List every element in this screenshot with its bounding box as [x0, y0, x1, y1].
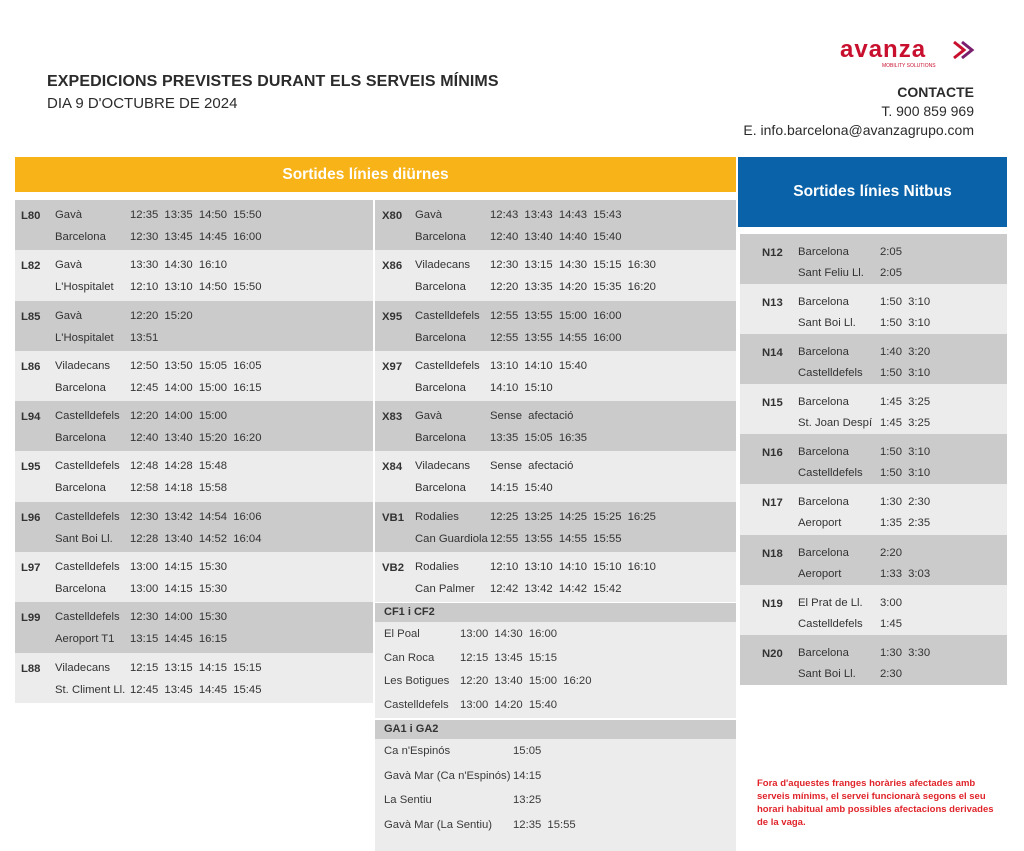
logo-chevrons-icon: [952, 40, 976, 60]
contact-phone: T. 900 859 969: [881, 103, 974, 119]
departure-times: 2:05: [880, 246, 902, 258]
line-block: [740, 234, 1007, 284]
stop-name: Barcelona: [55, 482, 106, 495]
departure-times: 12:25 13:25 14:25 15:25 16:25: [490, 510, 656, 523]
ga-section: [375, 720, 736, 851]
line-code: L99: [21, 612, 41, 625]
departure-times: 12:42 13:42 14:42 15:42: [490, 583, 622, 596]
stop-name: Castelldefels: [415, 309, 480, 322]
cf-section: [375, 603, 736, 718]
departure-times: 1:33 3:03: [880, 567, 931, 580]
stop-name: Castelldefels: [798, 467, 863, 480]
stop-name: Viladecans: [55, 359, 111, 372]
stop-name: Barcelona: [798, 246, 849, 258]
line-block: [15, 250, 373, 300]
stop-name: Castelldefels: [55, 460, 120, 473]
line-code: N12: [762, 247, 783, 259]
line-block: [375, 401, 736, 451]
departure-times: Sense afectació: [490, 460, 574, 473]
departure-times: 12:40 13:40 15:20 16:20: [130, 432, 262, 445]
departure-times: 12:20 13:40 15:00 16:20: [460, 675, 592, 687]
stop-name: Barcelona: [798, 296, 849, 309]
stop-name: L'Hospitalet: [55, 281, 114, 294]
line-block: [740, 484, 1007, 534]
departure-times: 1:45: [880, 617, 902, 630]
stop-name: Barcelona: [55, 381, 106, 394]
line-block: [740, 585, 1007, 635]
night-lines-header-label: Sortides línies Nitbus: [793, 183, 952, 200]
stop-name: Barcelona: [415, 482, 466, 495]
departure-times: 12:35 15:55: [513, 818, 576, 831]
line-code: N20: [762, 647, 783, 660]
line-code: X80: [382, 210, 403, 222]
stop-name: Castelldefels: [55, 611, 120, 624]
departure-times: 1:30 3:30: [880, 646, 931, 659]
stop-name: Gavà: [55, 309, 83, 322]
line-block: [375, 301, 736, 351]
line-block: [15, 451, 373, 501]
line-code: VB1: [382, 511, 404, 524]
day-lines-header: [15, 157, 736, 192]
departure-times: 12:20 14:00 15:00: [130, 410, 228, 423]
departure-times: 12:10 13:10 14:10 15:10 16:10: [490, 561, 656, 574]
departure-times: 12:30 14:00 15:30: [130, 611, 228, 624]
stop-name: Barcelona: [798, 396, 849, 409]
departure-times: 15:05: [513, 745, 542, 757]
stop-row: [375, 739, 736, 764]
stop-name: Barcelona: [415, 331, 466, 344]
line-block: [375, 451, 736, 501]
line-block: [740, 384, 1007, 434]
departure-times: 13:00 14:15 15:30: [130, 583, 228, 596]
stop-name: Rodalies: [415, 561, 459, 574]
departure-times: 2:05: [880, 267, 902, 279]
departure-times: 13:51: [130, 331, 159, 344]
departure-times: 1:45 3:25: [880, 396, 931, 409]
stop-name: Barcelona: [798, 646, 849, 659]
line-block: [375, 351, 736, 401]
line-block: [740, 635, 1007, 685]
departure-times: 12:55 13:55 14:55 15:55: [490, 532, 622, 545]
contact-block: [743, 83, 974, 140]
contact-heading: CONTACTE: [897, 84, 974, 100]
line-code: N14: [762, 347, 783, 360]
departure-times: 14:15 15:40: [490, 482, 553, 495]
line-code: N17: [762, 497, 783, 510]
departure-times: 12:28 13:40 14:52 16:04: [130, 532, 262, 545]
stop-row: [375, 813, 736, 838]
stop-name: Barcelona: [798, 496, 849, 509]
stop-name: Sant Feliu Ll.: [798, 267, 864, 279]
stop-name: L'Hospitalet: [55, 331, 114, 344]
departure-times: 13:00 14:15 15:30: [130, 561, 228, 574]
line-code: L95: [21, 461, 41, 474]
stop-name: Gavà Mar (Ca n'Espinós): [384, 769, 511, 782]
day-lines-column-2: [375, 200, 736, 602]
departure-times: 1:50 3:10: [880, 317, 931, 330]
ga-section-body: [375, 739, 736, 851]
stop-name: St. Climent Ll.: [55, 683, 126, 696]
stop-name: Gavà: [55, 259, 83, 272]
line-code: X97: [382, 360, 403, 373]
line-code: L88: [21, 662, 41, 675]
departure-times: 12:43 13:43 14:43 15:43: [490, 209, 622, 221]
line-block: [15, 502, 373, 552]
stop-name: Barcelona: [798, 346, 849, 359]
footnote: Fora d'aquestes franges horàries afectades amb serveis mínims, el servei funcionarà segons el seu horari habitual amb possibles afectacions derivades de la vaga.: [757, 778, 994, 828]
stop-row: [375, 622, 736, 646]
line-code: VB2: [382, 562, 404, 575]
departure-times: 13:15 14:45 16:15: [130, 633, 228, 646]
stop-name: Castelldefels: [798, 367, 863, 380]
line-block: [15, 401, 373, 451]
line-block: [375, 250, 736, 300]
stop-name: Castelldefels: [55, 410, 120, 423]
line-block: [740, 434, 1007, 484]
stop-name: La Sentiu: [384, 794, 432, 806]
stop-row: [375, 646, 736, 670]
departure-times: 1:50 3:10: [880, 367, 931, 380]
line-code: L85: [21, 310, 41, 323]
stop-name: Gavà Mar (La Sentiu): [384, 818, 492, 831]
departure-times: 3:00: [880, 596, 902, 609]
departure-times: 1:30 2:30: [880, 496, 931, 509]
page-title: EXPEDICIONS PREVISTES DURANT ELS SERVEIS MÍNIMS: [47, 73, 499, 90]
line-code: L97: [21, 562, 41, 575]
stop-name: Can Guardiola: [415, 532, 488, 545]
departure-times: 13:10 14:10 15:40: [490, 359, 588, 372]
cf-section-header: CF1 i CF2: [375, 603, 736, 622]
night-lines-column: [740, 234, 1007, 685]
departure-times: 13:35 15:05 16:35: [490, 432, 588, 445]
stop-name: Gavà: [55, 209, 83, 221]
line-block: [375, 502, 736, 552]
line-block: [15, 200, 373, 250]
stop-row: [375, 669, 736, 693]
cf-section-body: [375, 622, 736, 718]
departure-times: 12:15 13:45 15:15: [460, 651, 558, 664]
stop-row: [375, 764, 736, 789]
line-block: [740, 284, 1007, 334]
line-code: N18: [762, 547, 783, 560]
line-block: [15, 653, 373, 703]
line-code: X83: [382, 411, 403, 424]
stop-name: Les Botigues: [384, 675, 450, 687]
stop-row: [375, 693, 736, 717]
departure-times: 12:30 13:15 14:30 15:15 16:30: [490, 259, 656, 272]
line-block: [15, 351, 373, 401]
departure-times: 12:20 13:35 14:20 15:35 16:20: [490, 281, 656, 294]
line-code: L80: [21, 210, 41, 222]
departure-times: 1:50 3:10: [880, 467, 931, 480]
departure-times: 1:45 3:25: [880, 417, 931, 430]
departure-times: 12:55 13:55 15:00 16:00: [490, 309, 622, 322]
logo-tagline: MOBILITY SOLUTIONS: [882, 63, 936, 69]
stop-name: Aeroport: [798, 567, 842, 580]
line-block: [375, 200, 736, 250]
avanza-logo: [840, 36, 980, 70]
stop-name: Viladecans: [415, 259, 471, 272]
night-lines-header: [738, 157, 1007, 227]
stop-name: Barcelona: [415, 231, 466, 243]
line-code: L82: [21, 260, 41, 273]
day-lines-header-label: Sortides línies diürnes: [282, 165, 449, 183]
departure-times: 1:35 2:35: [880, 517, 931, 530]
departure-times: 14:10 15:10: [490, 381, 553, 394]
logo-wordmark: avanza: [840, 36, 927, 63]
stop-name: Gavà: [415, 209, 443, 221]
stop-name: Barcelona: [415, 381, 466, 394]
stop-name: Sant Boi Ll.: [798, 317, 856, 330]
stop-name: Gavà: [415, 410, 443, 423]
line-code: X84: [382, 461, 403, 474]
departure-times: 12:30 13:45 14:45 16:00: [130, 231, 262, 243]
stop-name: Castelldefels: [384, 698, 449, 711]
stop-name: Castelldefels: [55, 561, 120, 574]
departure-times: 12:30 13:42 14:54 16:06: [130, 510, 262, 523]
departure-times: 12:48 14:28 15:48: [130, 460, 228, 473]
departure-times: Sense afectació: [490, 410, 574, 423]
stop-name: Can Palmer: [415, 583, 475, 596]
departure-times: 12:45 14:00 15:00 16:15: [130, 381, 262, 394]
line-block: [15, 301, 373, 351]
departure-times: 13:00 14:20 15:40: [460, 698, 558, 711]
line-code: N13: [762, 297, 783, 310]
departure-times: 12:20 15:20: [130, 309, 193, 322]
stop-name: Rodalies: [415, 510, 459, 523]
line-block: [15, 552, 373, 602]
stop-name: Castelldefels: [798, 617, 863, 630]
ga-section-header: GA1 i GA2: [375, 720, 736, 739]
line-code: L94: [21, 411, 41, 424]
departure-times: 2:30: [880, 667, 902, 680]
stop-row: [375, 788, 736, 813]
stop-name: El Prat de Ll.: [798, 596, 863, 609]
line-code: X95: [382, 310, 403, 323]
line-code: N19: [762, 597, 783, 610]
departure-times: 12:35 13:35 14:50 15:50: [130, 209, 262, 221]
day-lines-column-1: [15, 200, 373, 703]
stop-name: Barcelona: [798, 446, 849, 459]
line-block: [375, 552, 736, 602]
stop-name: Barcelona: [55, 432, 106, 445]
departure-times: 13:25: [513, 794, 542, 806]
departure-times: 13:00 14:30 16:00: [460, 628, 558, 640]
stop-name: Aeroport: [798, 517, 842, 530]
line-code: L96: [21, 511, 41, 524]
stop-name: Aeroport T1: [55, 633, 115, 646]
departure-times: 12:58 14:18 15:58: [130, 482, 228, 495]
departure-times: 2:20: [880, 546, 902, 559]
line-code: N15: [762, 397, 783, 410]
departure-times: 1:40 3:20: [880, 346, 931, 359]
departure-times: 12:10 13:10 14:50 15:50: [130, 281, 262, 294]
departure-times: 12:50 13:50 15:05 16:05: [130, 359, 262, 372]
stop-name: Castelldefels: [415, 359, 480, 372]
stop-name: Castelldefels: [55, 510, 120, 523]
stop-name: Can Roca: [384, 651, 435, 664]
departure-times: 12:55 13:55 14:55 16:00: [490, 331, 622, 344]
departure-times: 12:15 13:15 14:15 15:15: [130, 661, 262, 674]
stop-name: Barcelona: [55, 231, 106, 243]
stop-name: Sant Boi Ll.: [798, 667, 856, 680]
stop-name: St. Joan Despí: [798, 417, 873, 430]
line-code: N16: [762, 447, 783, 460]
departure-times: 12:40 13:40 14:40 15:40: [490, 231, 622, 243]
stop-name: Viladecans: [415, 460, 471, 473]
departure-times: 1:50 3:10: [880, 446, 931, 459]
stop-name: Barcelona: [798, 546, 849, 559]
departure-times: 12:45 13:45 14:45 15:45: [130, 683, 262, 696]
line-block: [740, 334, 1007, 384]
stop-name: Ca n'Espinós: [384, 745, 451, 757]
stop-name: El Poal: [384, 628, 420, 640]
stop-name: Sant Boi Ll.: [55, 532, 113, 545]
line-block: [740, 535, 1007, 585]
line-block: [15, 602, 373, 652]
stop-name: Viladecans: [55, 661, 111, 674]
departure-times: 14:15: [513, 769, 542, 782]
stop-name: Barcelona: [415, 281, 466, 294]
page-subtitle: DIA 9 D'OCTUBRE DE 2024: [47, 95, 238, 112]
contact-email: E. info.barcelona@avanzagrupo.com: [743, 122, 974, 138]
line-code: X86: [382, 260, 403, 273]
stop-name: Barcelona: [55, 583, 106, 596]
line-code: L86: [21, 360, 41, 373]
stop-name: Barcelona: [415, 432, 466, 445]
departure-times: 13:30 14:30 16:10: [130, 259, 228, 272]
departure-times: 1:50 3:10: [880, 296, 931, 309]
